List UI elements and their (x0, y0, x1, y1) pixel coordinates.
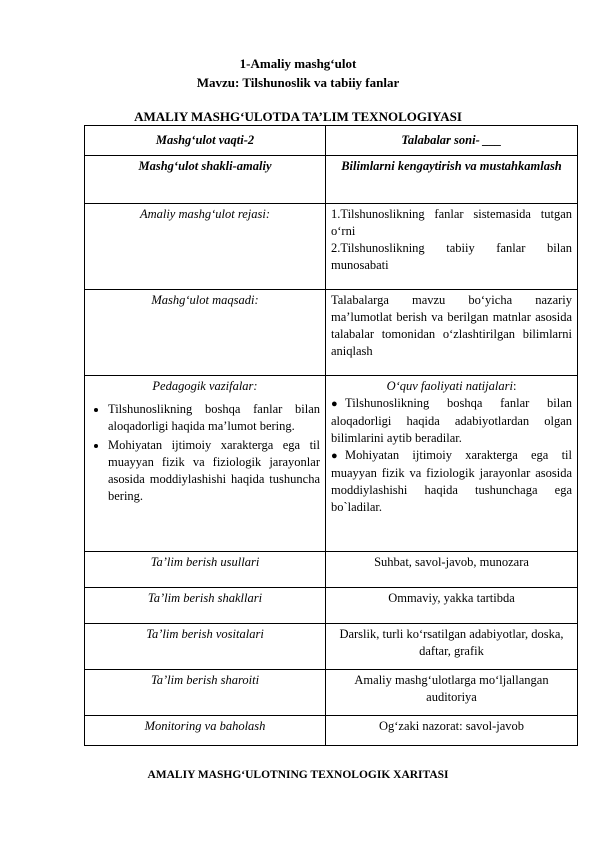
tasks-list (90, 401, 320, 505)
table-row (85, 588, 578, 624)
plan-value (326, 204, 578, 290)
list-item: • Mohiyatan ijtimoiy xarakterga ega til muayyan fizik va fiziologik jarayonlar asosida moddiylashishi haqida tushuncha bering. (108, 437, 320, 505)
table-row (85, 204, 578, 290)
bullet-icon: ● (331, 398, 338, 410)
lesson-technology-table (84, 125, 578, 746)
conditions-label: Ta’lim berish sharoiti (85, 670, 326, 716)
table-row (85, 290, 578, 376)
tasks-label: Pedagogik vazifalar: (152, 379, 258, 393)
tasks-cell (85, 376, 326, 552)
lesson-form-cell: Mashg‘ulot shakli-amaliy (85, 156, 326, 204)
results-cell (326, 376, 578, 552)
forms-label: Ta’lim berish shakllari (85, 588, 326, 624)
table-row (85, 376, 578, 552)
student-count-cell: Talabalar soni- ___ (326, 126, 578, 156)
list-item: ● Mohiyatan ijtimoiy xarakterga ega til muayyan fizik va fiziologik jarayonlar asosida moddiylashishi haqida tushunchaga ega bo`ladilar. (331, 448, 572, 514)
methods-value: Suhbat, savol-javob, munozara (326, 552, 578, 588)
table-row (85, 126, 578, 156)
list-item: ● Tilshunoslikning boshqa fanlar bilan aloqadorligi haqida adabiyotlardan olgan bilimlarini aytib beradilar. (331, 396, 572, 445)
forms-value: Ommaviy, yakka tartibda (326, 588, 578, 624)
tech-map-heading: AMALIY MASHG‘ULOTNING TEXNOLOGIK XARITASI (147, 769, 449, 781)
conditions-value: Amaliy mashg‘ulotlarga mo‘ljallangan auditoriya (326, 670, 578, 716)
lesson-form-value: Bilimlarni kengaytirish va mustahkamlash (326, 156, 578, 204)
lesson-number: 1-Amaliy mashg‘ulot (239, 56, 357, 71)
list-item: • Tilshunoslikning boshqa fanlar bilan aloqadorligi haqida ma’lumot bering. (108, 401, 320, 435)
table-row (85, 716, 578, 746)
results-label: O‘quv faoliyati natijalari: (386, 379, 517, 393)
plan-label: Amaliy mashg‘ulot rejasi: (85, 204, 326, 290)
bullet-icon: ● (331, 450, 338, 462)
methods-label: Ta’lim berish usullari (85, 552, 326, 588)
plan-item-2: 2.Tilshunoslikning tabiiy fanlar bilan munosabati (331, 241, 572, 272)
table-row (85, 156, 578, 204)
table-row (85, 624, 578, 670)
table-row (85, 670, 578, 716)
plan-item-1: 1.Tilshunoslikning fanlar sistemasida tutgan o‘rni (331, 207, 572, 238)
goal-label: Mashg‘ulot maqsadi: (85, 290, 326, 376)
lesson-topic: Mavzu: Tilshunoslik va tabiiy fanlar (196, 75, 400, 90)
goal-value: Talabalarga mavzu bo‘yicha nazariy ma’lumotlat berish va berilgan matnlar asosida talabalar tomonidan o‘zlashtirilgan bilimlarni aniqlash (326, 290, 578, 376)
section-heading: AMALIY MASHG‘ULOTDA TA’LIM TEXNOLOGIYASI (134, 109, 462, 124)
lesson-time-cell: Mashg‘ulot vaqti-2 (85, 126, 326, 156)
table-row (85, 552, 578, 588)
tools-label: Ta’lim berish vositalari (85, 624, 326, 670)
monitoring-value: Og‘zaki nazorat: savol-javob (326, 716, 578, 746)
monitoring-label: Monitoring va baholash (85, 716, 326, 746)
tools-value: Darslik, turli ko‘rsatilgan adabiyotlar, doska, daftar, grafik (326, 624, 578, 670)
